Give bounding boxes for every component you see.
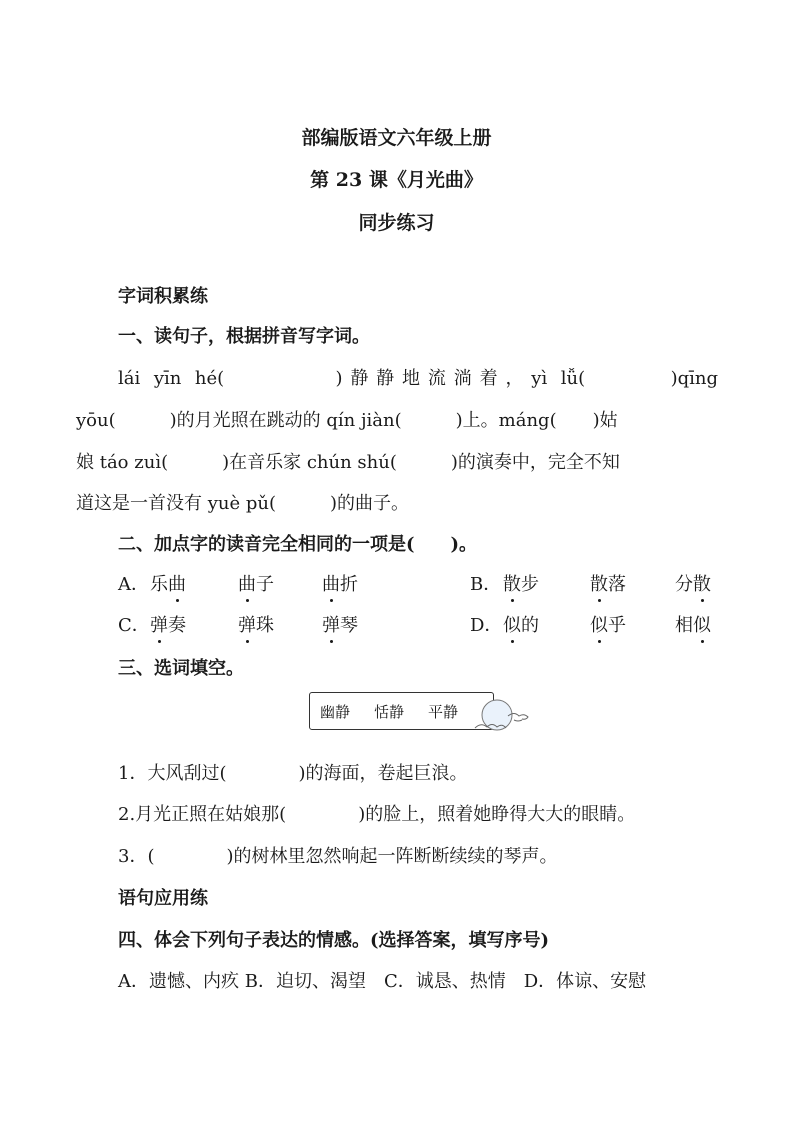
question-1-title: 一、读句子，根据拼音写字词。 <box>118 326 370 347</box>
doc-title: 部编版语文六年级上册 <box>301 127 492 149</box>
option-a-word-2: 曲子 <box>238 570 274 596</box>
question-3-title: 三、选词填空。 <box>118 658 244 679</box>
question-4-title: 四、体会下列句子表达的情感。(选择答案，填写序号) <box>118 930 550 951</box>
question-3-item-1: 1．大风刮过( )的海面，卷起巨浪。 <box>118 763 468 784</box>
option-d-word-1: 似的 <box>503 611 539 637</box>
question-3-item-2: 2.月光正照在姑娘那( )的脸上，照着她睁得大大的眼睛。 <box>118 804 636 825</box>
question-1-line-2: yōu( )的月光照在跳动的 qín jiàn( )上。máng( )姑 <box>76 410 618 431</box>
option-c-label: C． <box>118 615 150 636</box>
word-bank-item-2: 恬静 <box>374 702 405 721</box>
option-b-word-2: 散落 <box>590 570 626 596</box>
section-heading-sentences: 语句应用练 <box>118 888 208 909</box>
option-b-word-3: 分散 <box>675 570 711 596</box>
option-a-word-1: 乐曲 <box>150 570 186 596</box>
option-d-word-3: 相似 <box>675 611 711 637</box>
moon-cloud-icon <box>470 694 534 736</box>
word-bank-item-1: 幽静 <box>320 702 351 721</box>
option-c-word-3: 弹琴 <box>322 611 358 637</box>
question-2-title: 二、加点字的读音完全相同的一项是( )。 <box>118 534 478 555</box>
option-a-word-3: 曲折 <box>322 570 358 596</box>
option-c-word-1: 弹奏 <box>150 611 186 637</box>
question-4-options: A．遗憾、内疚 B．迫切、渴望 C．诚恳、热情 D．体谅、安慰 <box>118 971 647 992</box>
exercise-title: 同步练习 <box>358 212 435 234</box>
section-heading-vocabulary: 字词积累练 <box>118 286 208 307</box>
question-1-line-3: 娘 táo zuì( )在音乐家 chún shú( )的演奏中，完全不知 <box>76 452 620 473</box>
question-3-item-3: 3．( )的树林里忽然响起一阵断断续续的琴声。 <box>118 846 558 867</box>
question-1-line-4: 道这是一首没有 yuè pǔ( )的曲子。 <box>76 493 410 514</box>
option-a-label: A． <box>118 574 149 595</box>
option-d-label: D． <box>470 615 503 636</box>
lesson-title: 第 23 课《月光曲》 <box>310 169 483 191</box>
option-c-word-2: 弹珠 <box>238 611 274 637</box>
question-1-line-1: lái yīn hé( )静静地流淌着，yì lǚ( )qīng <box>118 368 718 389</box>
word-bank-item-3: 平静 <box>428 702 459 721</box>
option-a <box>118 570 149 596</box>
option-b-label: B． <box>470 574 502 595</box>
option-b-word-1: 散步 <box>503 570 539 596</box>
word-bank-box <box>309 692 494 730</box>
option-d-word-2: 似乎 <box>590 611 626 637</box>
